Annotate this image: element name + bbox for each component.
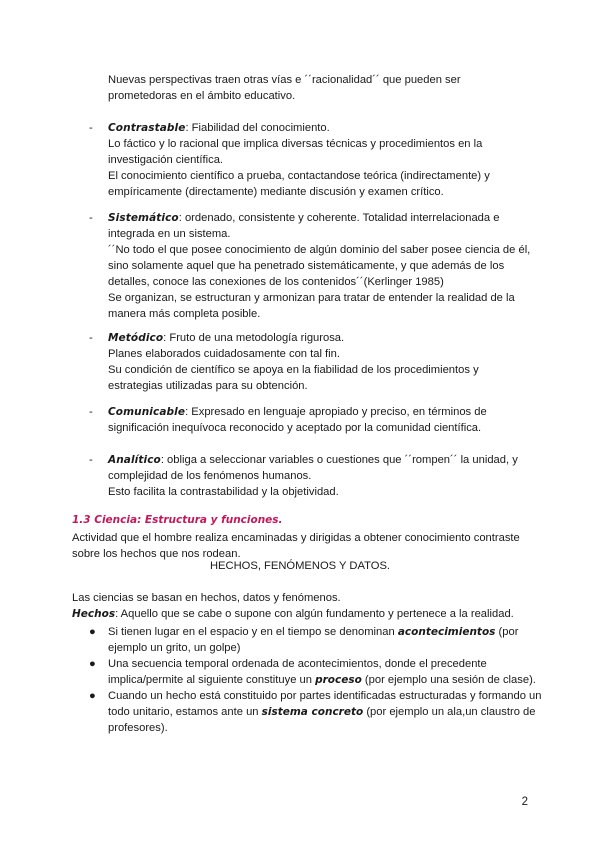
list-item: [72, 656, 548, 688]
keyword-sistema-concreto: sistema concreto: [261, 706, 364, 718]
intro-line-1: Nuevas perspectivas traen otras vías e ´´racionalidad´´ que pueden ser: [108, 74, 461, 86]
item-line: complejidad de los fenómenos humanos.: [108, 470, 312, 482]
bullet-text: Cuando un hecho está constituido por partes identificadas estructuradas y formando un todo unitario, estamos ante un: [108, 690, 542, 718]
item-line: investigación científica.: [108, 154, 224, 166]
page-number: 2: [521, 796, 528, 808]
term-lead: : obliga a seleccionar variables o cuestiones que ´´rompen´´ la unidad, y: [160, 454, 518, 466]
definition-line-2: sobre los hechos que nos rodean.: [72, 548, 241, 560]
term-lead: : ordenado, consistente y coherente. Totalidad interrelacionada e: [178, 212, 500, 224]
intro-line-2: prometedoras en el ámbito educativo.: [108, 90, 296, 102]
term-analitico: Analítico: [108, 454, 161, 466]
bullet-text: (por ejemplo un ala,un claustro de profesores).: [108, 706, 536, 734]
list-item: [72, 688, 548, 736]
intro-paragraph: [108, 72, 548, 104]
term-contrastable: Contrastable: [108, 122, 186, 134]
characteristic-analitico: [72, 452, 548, 500]
list-item: [72, 624, 548, 656]
term-metodico: Metódico: [108, 332, 164, 344]
item-line: Se organizan, se estructuran y armonizan para tratar de entender la realidad de la: [108, 292, 515, 304]
item-line: ´´No todo el que posee conocimiento de algún dominio del saber posee ciencia de él,: [108, 244, 531, 256]
hechos-definition: [72, 606, 548, 622]
bullet-marker: ●: [89, 626, 96, 638]
item-line: Su condición de científico se apoya en la fiabilidad de los procedimientos y: [108, 364, 479, 376]
item-line: Esto facilita la contrastabilidad y la objetividad.: [108, 486, 339, 498]
dash-marker: -: [89, 454, 93, 466]
item-line: estrategias utilizadas para su obtención.: [108, 380, 308, 392]
item-line: sino solamente aquel que ha penetrado sistemáticamente, y que además de los: [108, 260, 505, 272]
dash-marker: -: [89, 212, 93, 224]
item-line: El conocimiento científico a prueba, contactandose teórica (indirectamente) y: [108, 170, 490, 182]
item-line: integrada en un sistema.: [108, 228, 231, 240]
hechos-term: Hechos: [72, 608, 116, 620]
dash-marker: -: [89, 122, 93, 134]
term-lead: : Fiabilidad del conocimiento.: [185, 122, 330, 134]
bullet-marker: ●: [89, 658, 96, 670]
characteristic-sistematico: [72, 210, 548, 322]
bullet-marker: ●: [89, 690, 96, 702]
dash-marker: -: [89, 332, 93, 344]
term-sistematico: Sistemático: [108, 212, 179, 224]
item-line: Lo fáctico y lo racional que implica diversas técnicas y procedimientos en la: [108, 138, 483, 150]
section-heading: 1.3 Ciencia: Estructura y funciones.: [72, 514, 283, 526]
item-line: significación inequívoca reconocido y aceptado por la comunidad científica.: [108, 422, 482, 434]
keyword-proceso: proceso: [315, 674, 362, 686]
dash-marker: -: [89, 406, 93, 418]
sciences-basis: Las ciencias se basan en hechos, datos y fenómenos.: [72, 592, 341, 604]
centered-subheading: HECHOS, FENÓMENOS Y DATOS.: [209, 560, 391, 572]
bullet-text: (por ejemplo una sesión de clase).: [361, 674, 536, 686]
item-line: Planes elaborados cuidadosamente con tal fin.: [108, 348, 340, 360]
characteristic-contrastable: [72, 120, 548, 200]
facts-bullet-list: [72, 624, 548, 736]
item-line: detalles, conoce las conexiones de los contenidos´´(Kerlinger 1985): [108, 276, 444, 288]
characteristic-comunicable: [72, 404, 548, 436]
definition-line-1: Actividad que el hombre realiza encaminadas y dirigidas a obtener conocimiento contraste: [72, 532, 520, 544]
term-comunicable: Comunicable: [108, 406, 186, 418]
item-line: manera más completa posible.: [108, 308, 261, 320]
term-lead: : Expresado en lenguaje apropiado y preciso, en términos de: [185, 406, 487, 418]
characteristic-metodico: [72, 330, 548, 394]
bullet-text: Una secuencia temporal ordenada de acontecimientos, donde el precedente implica/permite al siguiente constituye un: [108, 658, 487, 686]
keyword-acontecimientos: acontecimientos: [397, 626, 496, 638]
item-line: empíricamente (directamente) mediante discusión y examen crítico.: [108, 186, 444, 198]
hechos-text: : Aquello que se cabe o supone con algún fundamento y pertenece a la realidad.: [115, 608, 514, 620]
term-lead: : Fruto de una metodología rigurosa.: [163, 332, 345, 344]
bullet-text: Si tienen lugar en el espacio y en el tiempo se denominan: [108, 626, 398, 638]
bullet-text: (por ejemplo un grito, un golpe): [108, 626, 519, 654]
